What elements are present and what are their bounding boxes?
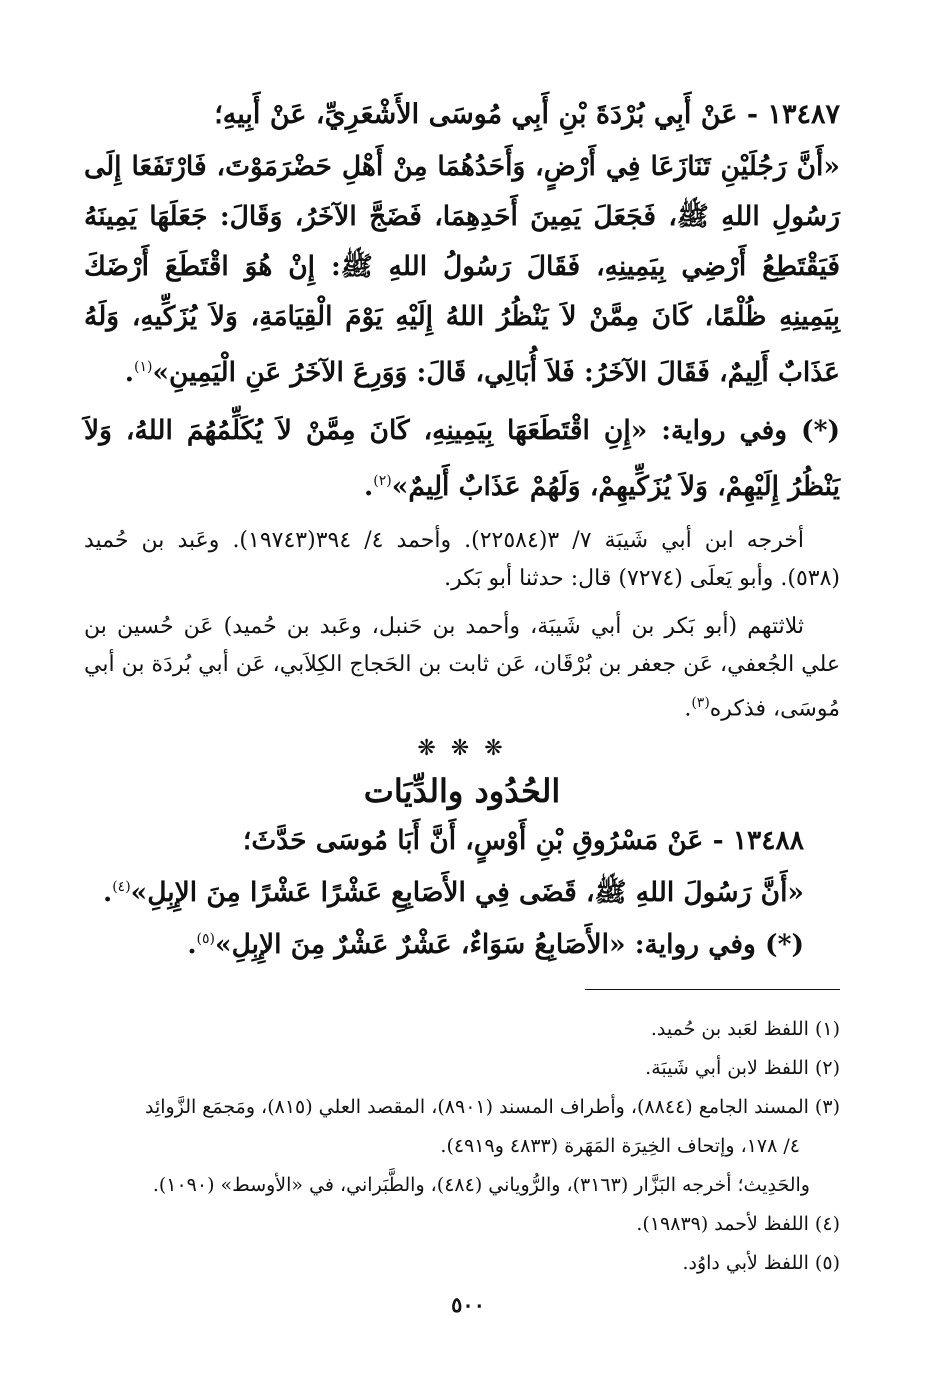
- footnote-3: (٣) المسند الجامع (٨٨٤٤)، وأطراف المسند (٨٩٠١)، المقصد العلي (٨١٥)، ومَجمَع الزَّوائِد: [145, 1096, 840, 1118]
- hadith-13488-text: «أَنَّ رَسُولَ اللهِ ﷺ، قَضَى فِي الأَصَابِعِ عَشْرًا عَشْرًا مِنَ الإِبِلِ»$^{(٤)}$.: [102, 876, 804, 908]
- hadith-13488-matn: «أَنَّ رَسُولَ اللهِ ﷺ، قَضَى فِي الأَصَابِعِ عَشْرًا عَشْرًا مِنَ الإِبِلِ»: [130, 876, 804, 908]
- hadith-13487-isnad-text: ثلاثتهم (أبو بَكر بن أبي شَيبَة، وأحمد بن حَنبل، وعَبد بن حُميد) عَن حُسين بن علي الجُعفي، عَن جعفر بن بُرْقَان، عَن ثابت بن الحَجاج الكِلاَبي، عَن أبي بُردَة بن أبي مُوسَى، فذكره: [84, 613, 840, 721]
- hadith-13487-heading: ١٣٤٨٧ - عَنْ أَبِي بُرْدَةَ بْنِ أَبِي مُوسَى الأَشْعَرِيِّ، عَنْ أَبِيهِ؛: [214, 99, 840, 130]
- hadith-13487-riwaya: (*) وفي رواية: «إِنِ اقْتَطَعَهَا بِيَمِينِهِ، كَانَ مِمَّنْ لاَ يُكَلِّمُهُمَ اللهُ، وَلاَ يَنْظُرُ إِلَيْهِمْ، وَلاَ يُزَكِّيهِمْ، وَلَهُمْ عَذَابٌ أَلِيمٌ»$^{(٢)}$.: [84, 414, 840, 502]
- hadith-13487-text: «أَنَّ رَجُلَيْنِ تَنَازَعَا فِي أَرْضٍ، وَأَحَدُهُمَا مِنْ أَهْلِ حَضْرَمَوْتَ، فَارْتَفَعَا إِلَى رَسُولِ اللهِ ﷺ، فَجَعَلَ يَمِينَ أَحَدِهِمَا، فَضَجَّ الآخَرُ، وَقَالَ: جَعَلَهَا يَمِينَهُ فَيَقْتَطِعُ أَرْضِي بِيَمِينِهِ، فَقَالَ رَسُولُ اللهِ ﷺ: إِنْ هُوَ اقْتَطَعَ أَرْضَكَ بِيَمِينِهِ ظُلْمًا، كَانَ مِمَّنْ لاَ يَنْظُرُ اللهُ إِلَيْهِ يَوْمَ الْقِيَامَةِ، وَلاَ يُزَكِّيهِ، وَلَهُ عَذَابٌ أَلِيمٌ، فَقَالَ الآخَرُ: فَلاَ أُبَالِي، قَالَ: وَوَرِعَ الآخَرُ عَنِ الْيَمِينِ»$^{(١)}$.: [84, 151, 840, 388]
- footnote-3-extra: والحَدِيث؛ أخرجه البَزَّار (٣١٦٣)، والرُّوياني (٤٨٤)، والطَّبَراني، في «الأوسط» (١٠٩٠).: [152, 1174, 810, 1196]
- hadith-13488-heading: ١٣٤٨٨ - عَنْ مَسْرُوقِ بْنِ أَوْسٍ، أَنَّ أَبَا مُوسَى حَدَّثَ؛: [242, 824, 804, 856]
- hadith-13488-riwaya-text: (*) وفي رواية: «الأَصَابِعُ سَوَاءٌ، عَشْرٌ عَشْرٌ مِنَ الإِبِلِ»: [215, 928, 804, 960]
- hadith-13487-isnad: ثلاثتهم (أبو بَكر بن أبي شَيبَة، وأحمد بن حَنبل، وعَبد بن حُميد) عَن حُسين بن علي الجُعفي، عَن جعفر بن بُرْقَان، عَن ثابت بن الحَجاج الكِلاَبي، عَن أبي بُردَة بن أبي مُوسَى، فذكره$^{(٣)}$.: [84, 613, 840, 721]
- hadith-13487-riwaya-text: (*) وفي رواية: «إِنِ اقْتَطَعَهَا بِيَمِينِهِ، كَانَ مِمَّنْ لاَ يُكَلِّمُهُمَ اللهُ، وَلاَ يَنْظُرُ إِلَيْهِمْ، وَلاَ يُزَكِّيهِمْ، وَلَهُمْ عَذَابٌ أَلِيمٌ»: [84, 414, 840, 502]
- hadith-13488-riwaya: (*) وفي رواية: «الأَصَابِعُ سَوَاءٌ، عَشْرٌ عَشْرٌ مِنَ الإِبِلِ»$^{(٥)}$.: [187, 928, 804, 960]
- footnote-4: (٤) اللفظ لأحمد (١٩٨٣٩).: [636, 1213, 840, 1235]
- section-title: الحُدُود والدِّيَات: [363, 771, 561, 810]
- footnote-3-continued: ٤/ ١٧٨، وإتحاف الخِيرَة المَهَرة (٤٨٣٣ و٤٩١٩).: [440, 1135, 800, 1157]
- hadith-13487-takhrij: أخرجه ابن أبي شَيبَة ٧/ ٣(٢٢٥٨٤). وأحمد ٤/ ٣٩٤(١٩٧٤٣). وعَبد بن حُميد (٥٣٨). وأبو يَعلَى (٧٢٧٤) قال: حدثنا أبو بَكر.: [84, 527, 840, 591]
- footnote-1: (١) اللفظ لعَبد بن حُميد.: [650, 1018, 840, 1040]
- footnote-ref-4: (٤): [112, 878, 131, 895]
- footnote-ref-1: (١): [134, 359, 153, 375]
- hadith-13487-matn: «أَنَّ رَجُلَيْنِ تَنَازَعَا فِي أَرْضٍ، وَأَحَدُهُمَا مِنْ أَهْلِ حَضْرَمَوْتَ، فَارْتَفَعَا إِلَى رَسُولِ اللهِ ﷺ، فَجَعَلَ يَمِينَ أَحَدِهِمَا، فَضَجَّ الآخَرُ، وَقَالَ: جَعَلَهَا يَمِينَهُ فَيَقْتَطِعُ أَرْضِي بِيَمِينِهِ، فَقَالَ رَسُولُ اللهِ ﷺ: إِنْ هُوَ اقْتَطَعَ أَرْضَكَ بِيَمِينِهِ ظُلْمًا، كَانَ مِمَّنْ لاَ يَنْظُرُ اللهُ إِلَيْهِ يَوْمَ الْقِيَامَةِ، وَلاَ يُزَكِّيهِ، وَلَهُ عَذَابٌ أَلِيمٌ، فَقَالَ الآخَرُ: فَلاَ أُبَالِي، قَالَ: وَوَرِعَ الآخَرُ عَنِ الْيَمِينِ»: [84, 151, 840, 388]
- footnote-ref-3: (٣): [691, 694, 710, 711]
- footnote-5: (٥) اللفظ لأبي داوُد.: [682, 1252, 840, 1274]
- footnote-ref-5: (٥): [196, 930, 216, 947]
- footnote-divider: [585, 989, 840, 990]
- footnotes: [84, 1010, 840, 1283]
- section-separator: ❋ ❋ ❋: [417, 735, 507, 761]
- footnote-ref-2: (٢): [373, 472, 392, 489]
- footnote-2: (٢) اللفظ لابن أبي شَيبَة.: [645, 1057, 840, 1079]
- page-number: ٥٠٠: [451, 1292, 485, 1317]
